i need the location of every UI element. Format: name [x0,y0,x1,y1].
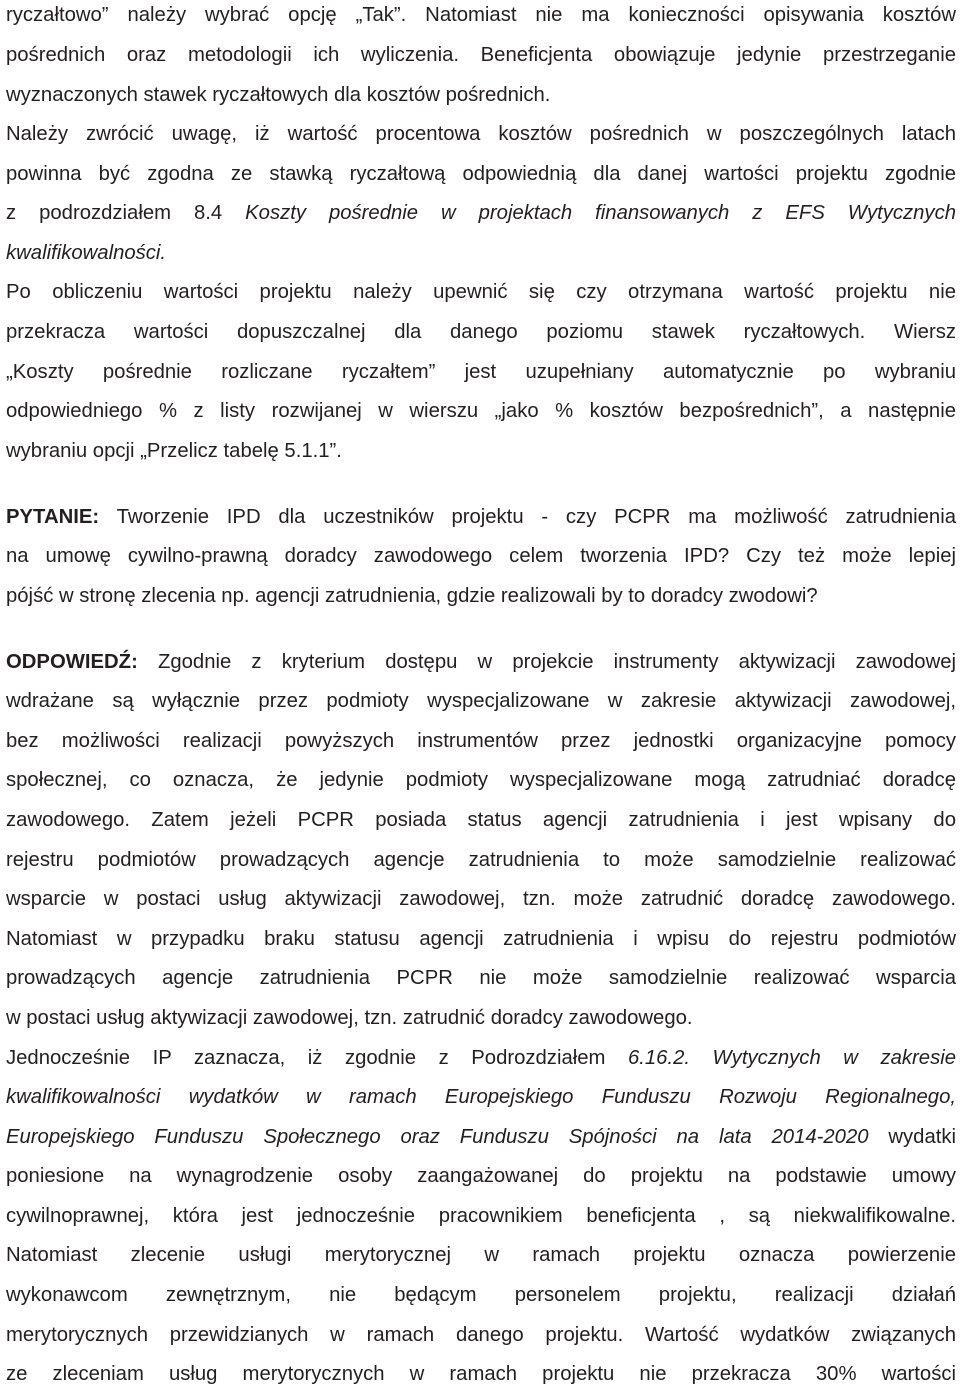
text-segment: „Koszty pośrednie rozliczane ryczałtem” jest uzupełniany automatycznie po wybraniu [6,361,956,383]
text-line [6,1235,956,1275]
text-line [6,840,956,880]
text-segment: wyznaczonych stawek ryczałtowych dla kosztów pośrednich. [6,84,551,106]
text-segment: Jednocześnie IP zaznacza, iż zgodnie z Podrozdziałem [6,1047,628,1069]
text-line [6,233,956,273]
text-line [6,497,956,537]
text-segment: wdrażane są wyłącznie przez podmioty wyspecjalizowane w zakresie aktywizacji zawodowej, [6,690,956,712]
text-line [6,431,956,471]
text-line [6,75,956,115]
text-line [6,1117,956,1157]
text-line [6,193,956,233]
text-line [6,576,956,616]
text-line [6,352,956,392]
text-segment: w postaci usług aktywizacji zawodowej, tzn. zatrudnić doradcy zawodowego. [6,1007,693,1029]
text-segment: odpowiedniego % z listy rozwijanej w wierszu „jako % kosztów bezpośrednich”, a następnie [6,400,956,422]
text-segment: społecznej, co oznacza, że jedynie podmioty wyspecjalizowane mogą zatrudniać doradcę [6,769,956,791]
text-line [6,1196,956,1236]
text-line [6,800,956,840]
text-line [6,681,956,721]
text-segment: Po obliczeniu wartości projektu należy upewnić się czy otrzymana wartość projektu nie [6,281,956,303]
text-segment: Należy zwrócić uwagę, iż wartość procentowa kosztów pośrednich w poszczególnych latach [6,123,956,145]
text-line [6,391,956,431]
text-segment: wybraniu opcji „Przelicz tabelę 5.1.1”. [6,440,342,462]
text-line [6,1315,956,1355]
text-segment: merytorycznych przewidzianych w ramach danego projektu. Wartość wydatków związanych [6,1324,956,1346]
text-segment: wykonawcom zewnętrznym, nie będącym personelem projektu, realizacji działań [6,1284,956,1306]
italic-text: kwalifikowalności. [6,242,167,264]
text-line [6,721,956,761]
text-line [6,919,956,959]
text-line [6,1275,956,1315]
text-segment: Zgodnie z kryterium dostępu w projekcie instrumenty aktywizacji zawodowej [137,651,956,673]
text-line [6,958,956,998]
text-line [6,1354,956,1394]
text-segment: pośrednich oraz metodologii ich wyliczenia. Beneficjenta obowiązuje jedynie przestrzeganie [6,44,956,66]
section-label: PYTANIE: [6,506,100,528]
text-segment: Natomiast zlecenie usługi merytorycznej w ramach projektu oznacza powierzenie [6,1244,956,1266]
text-line [6,1038,956,1078]
italic-text: Koszty pośrednie w projektach finansowanych z EFS Wytycznych [245,202,956,224]
text-segment: prowadzących agencje zatrudnienia PCPR nie może samodzielnie realizować wsparcia [6,967,956,989]
text-segment: pójść w stronę zlecenia np. agencji zatrudnienia, gdzie realizowali by to doradcy zwodowi? [6,585,818,607]
text-line [6,879,956,919]
italic-text: 6.16.2. Wytycznych w zakresie [627,1047,956,1069]
text-line [6,114,956,154]
text-line [6,35,956,75]
text-segment: przekracza wartości dopuszczalnej dla danego poziomu stawek ryczałtowych. Wiersz [6,321,956,343]
text-line [6,1077,956,1117]
text-segment: ryczałtowo” należy wybrać opcję „Tak”. Natomiast nie ma konieczności opisywania kosztów [6,4,956,26]
text-line [6,642,956,682]
text-segment: na umowę cywilno-prawną doradcy zawodowego celem tworzenia IPD? Czy też może lepiej [6,545,956,567]
text-segment: poniesione na wynagrodzenie osoby zaangażowanej do projektu na podstawie umowy [6,1165,956,1187]
text-segment: powinna być zgodna ze stawką ryczałtową odpowiednią dla danej wartości projektu zgodnie [6,163,956,185]
text-line [6,760,956,800]
text-line [6,0,956,35]
text-segment: z podrozdziałem 8.4 [6,202,246,224]
text-segment: Tworzenie IPD dla uczestników projektu - czy PCPR ma możliwość zatrudnienia [99,506,956,528]
text-line [6,154,956,194]
text-segment: wsparcie w postaci usług aktywizacji zawodowej, tzn. może zatrudnić doradcę zawodowego. [6,888,956,910]
text-line [6,312,956,352]
text-segment: zawodowego. Zatem jeżeli PCPR posiada status agencji zatrudnienia i jest wpisany do [6,809,956,831]
text-segment: Natomiast w przypadku braku statusu agencji zatrudnienia i wpisu do rejestru podmiotów [6,928,956,950]
italic-text: kwalifikowalności wydatków w ramach Europejskiego Funduszu Rozwoju Regionalnego, [6,1086,956,1108]
section-label: ODPOWIEDŹ: [6,651,138,673]
text-line [6,536,956,576]
italic-text: Europejskiego Funduszu Społecznego oraz Funduszu Spójności na lata 2014-2020 [6,1126,869,1148]
text-segment: wydatki [868,1126,957,1148]
text-segment: ze zleceniam usług merytorycznych w ramach projektu nie przekracza 30% wartości [6,1363,956,1385]
text-segment: bez możliwości realizacji powyższych instrumentów przez jednostki organizacyjne pomocy [6,730,956,752]
text-line [6,1156,956,1196]
text-segment: rejestru podmiotów prowadzących agencje zatrudnienia to może samodzielnie realizować [6,849,956,871]
text-line [6,998,956,1038]
text-line [6,272,956,312]
text-segment: cywilnoprawnej, która jest jednocześnie pracownikiem beneficjenta , są niekwalifikowalne. [6,1205,956,1227]
